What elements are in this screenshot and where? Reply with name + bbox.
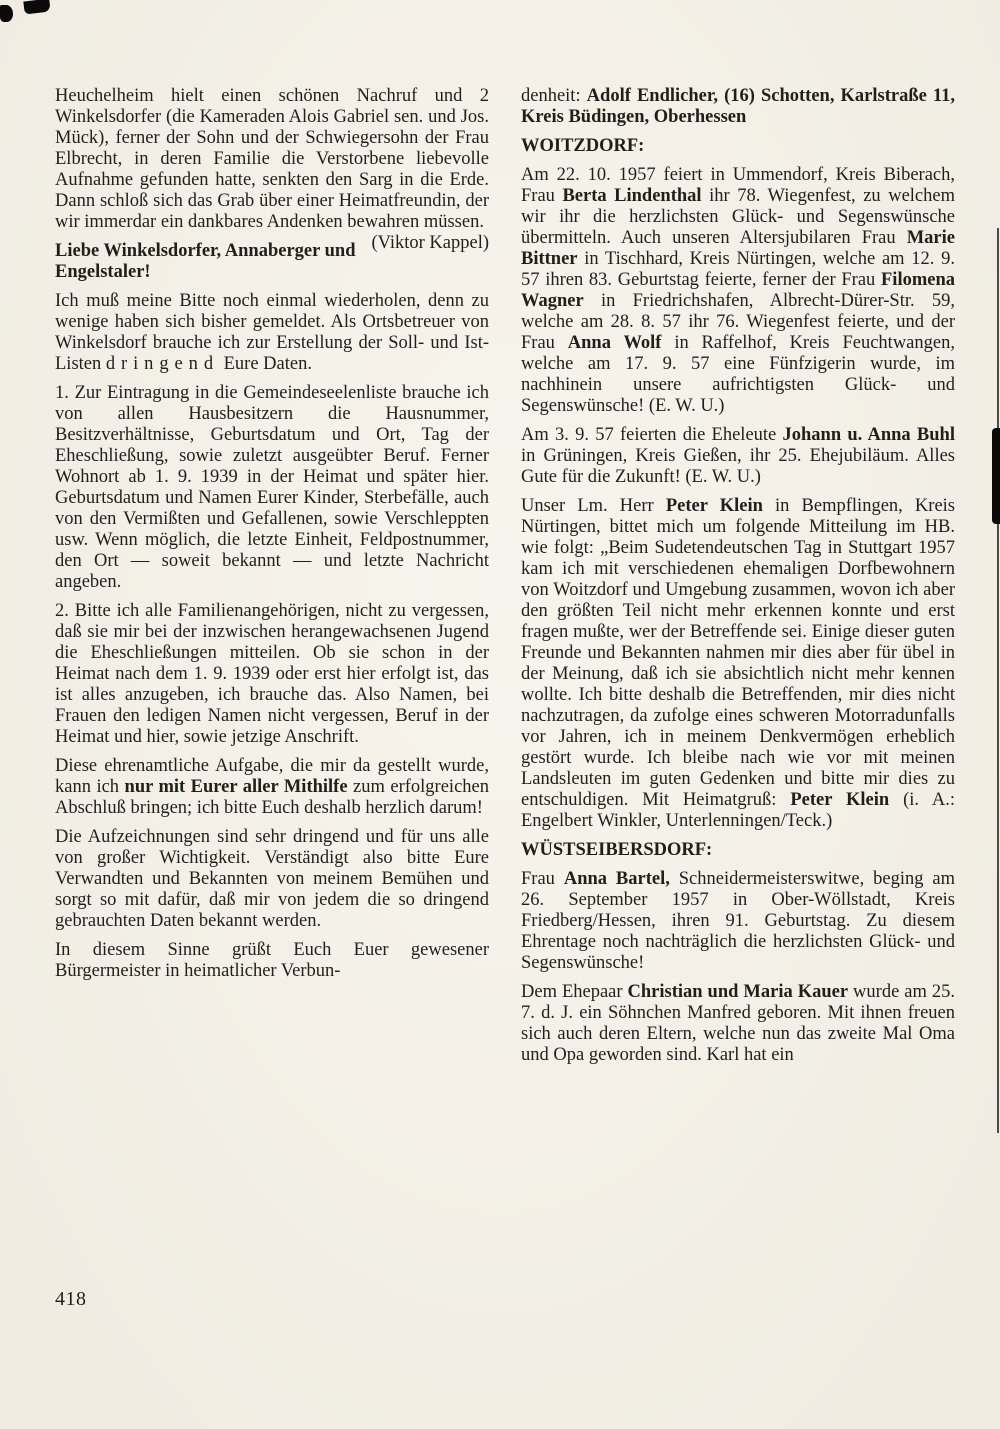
text-segment: denheit: [521,86,587,106]
paragraph [55,827,489,932]
text-segment: WÜSTSEIBERSDORF: [521,840,713,860]
bold-text: nur mit Eurer aller Mithilfe [124,777,348,797]
text-segment: dringend [105,354,219,374]
signature-text: (Viktor Kappel) [371,233,489,253]
text-segment: 1. Zur Eintragung in die Gemeindeseelenliste brauche ich von allen Hausbesitzern die Hausnummer, Besitzverhältnisse, Geburtsdatum und Ort, Tag der Eheschließung, sowie zuletzt ausgeübter Beruf. Ferner Wohnort ab 1. 9. 1939 in der Heimat und später hier. Geburtsdatum und Namen Eurer Kinder, Sterbefälle, auch von den Vermißten und Gefallenen, sowie Verschleppten usw. Wenn möglich, die letzte Einheit, Feldpostnummer, den Ort — soweit bekannt — und letzte Nachricht angeben. [55,383,489,592]
paragraph [55,291,489,375]
bold-text: Peter Klein [790,790,890,810]
ink-smudge-artifact [992,428,1000,524]
text-segment: WOITZDORF: [521,136,645,156]
ink-smudge-artifact [0,5,13,22]
left-column [55,86,489,1074]
paragraph [55,756,489,819]
section-heading [521,136,955,157]
page-number: 418 [55,1288,87,1310]
paragraph [521,982,955,1066]
paragraph [521,425,955,488]
text-segment: Frau [521,869,564,889]
section-heading [521,840,955,861]
text-segment: (i. A.: Engelbert Winkler, Unterlenningen/Teck.) [521,790,956,831]
text-segment: Dem Ehepaar [521,982,628,1002]
text-segment: Schneidermeisterswitwe, beging am 26. September 1957 in Ober-Wöllstadt, Kreis Friedberg/Hessen, ihren 91. Geburtstag. Zu diesem Ehrentage noch nachträglich die herzlichsten Glück- und Segenswünsche! [521,869,955,973]
text-segment: Unser Lm. Herr [521,496,666,516]
page-edge-line-artifact [997,228,999,1133]
paragraph [55,86,489,253]
text-segment: Diese ehrenamtliche Aufgabe, die mir da gestellt wurde, kann ich [55,756,489,797]
bold-text: Berta Lindenthal [562,186,702,206]
paragraph [521,496,955,832]
bold-text: Adolf Endlicher, (16) Schotten, Karlstraße 11, Kreis Büdingen, Oberhessen [521,86,956,127]
text-segment: wurde am 25. 7. d. J. ein Söhnchen Manfred geboren. Mit ihnen freuen sich auch deren Eltern, welche nun das zweite Mal Oma und Opa geworden sind. Karl hat ein [521,982,955,1065]
right-column [521,86,955,1074]
paragraph [521,869,955,974]
bold-text: Johann u. Anna Buhl [782,425,955,445]
text-segment: in Raffelhof, Kreis Feuchtwangen, welche am 17. 9. 57 eine Fünfzigerin wurde, im nachhinein unsere aufrichtigsten Glück- und Segenswünsche! (E. W. U.) [521,333,955,416]
text-segment: ihr 78. Wiegenfest, zu welchem wir ihr die herzlichsten Glück- und Segenswünsche übermitteln. Auch unseren Altersjubilaren Frau [521,186,955,248]
ink-smudge-artifact [23,0,50,15]
text-segment: zum erfolgreichen Abschluß bringen; ich bitte Euch deshalb herzlich darum! [55,777,489,818]
text-segment: Die Aufzeichnungen sind sehr dringend und für uns alle von großer Wichtigkeit. Verständigt also bitte Eure Verwandten und Bekannten von meinem Bemühen und sorgt so mit dafür, daß mir von jedem die so dringend gebrauchten Daten bekannt werden. [55,827,489,931]
paragraph [55,383,489,593]
bold-text: Marie Bittner [521,228,955,269]
text-segment: Am 22. 10. 1957 feiert in Ummendorf, Kreis Biberach, Frau [521,165,955,206]
bold-text: Filomena Wagner [521,270,955,311]
bold-text: Anna Bartel, [563,869,670,889]
text-segment: Am 3. 9. 57 feierten die Eheleute [521,425,783,445]
paragraph [521,86,955,128]
bold-text: Christian und Maria Kauer [627,982,849,1002]
bold-text: Peter Klein [665,496,763,516]
text-segment: Heuchelheim hielt einen schönen Nachruf und 2 Winkelsdorfer (die Kameraden Alois Gabriel sen. und Jos. Mück), ferner der Sohn und der Schwiegersohn der Frau Elbrecht, in deren Familie die Verstorbene liebevolle Aufnahme gefunden hatte, senkten den Sarg in die Erde. Dann schloß sich das Grab über einer Heimatfreundin, der wir immerdar ein dankbares Andenken bewahren müssen. [55,86,489,232]
paragraph [55,940,489,982]
text-segment: In diesem Sinne grüßt Euch Euer gewesener Bürgermeister in heimatlicher Verbun- [55,940,489,981]
text-segment: in Grüningen, Kreis Gießen, ihr 25. Ehejubiläum. Alles Gute für die Zukunft! (E. W. U.) [521,446,955,487]
text-segment: in Friedrichshafen, Albrecht-Dürer-Str. 59, welche am 28. 8. 57 ihr 76. Wiegenfest feierte, und der Frau [521,291,955,353]
text-segment: in Bempflingen, Kreis Nürtingen, bittet mich um folgende Mitteilung im HB. wie folgt: „Beim Sudetendeutschen Tag in Stuttgart 1957 kam ich mit verschiedenen ehemaligen Dorfbewohnern von Woitzdorf und Umgebung zusammen, wovon ich aber den größten Teil nicht mehr erkennen konnte und erst fragen mußte, wer der Betreffende sei. Einige dieser guten Freunde und Bekannten nahmen mir dies aber für übel in der Meinung, daß ich sie absichtlich nicht mehr kennen wollte. Ich bitte deshalb die Betreffenden, mir dies nicht nachzutragen, da zufolge eines schweren Motorradunfalls vor Jahren, ich in meinem Denkvermögen erheblich gestört wurde. Ich bleibe nach wie vor mit meinen Landsleuten im guten Gedenken und bitte mir dies zu entschuldigen. Mit Heimatgruß: [521,496,955,810]
text-segment: Liebe Winkelsdorfer, Annaberger und Engelstaler! [55,241,356,282]
text-segment: in Tischhard, Kreis Nürtingen, welche am 12. 9. 57 ihren 83. Geburtstag feierte, ferner der Frau [521,249,955,290]
bold-text: Anna Wolf [567,333,662,353]
paragraph [521,165,955,417]
text-segment: Ich muß meine Bitte noch einmal wiederholen, denn zu wenige haben sich bisher gemeldet. Als Ortsbetreuer von Winkelsdorf brauche ich zur Erstellung der Soll- und Ist-Listen [55,291,489,374]
text-segment: Eure Daten. [219,354,312,374]
text-segment: 2. Bitte ich alle Familienangehörigen, nicht zu vergessen, daß sie mir bei der inzwischen herangewachsenen Jugend die Eheschließungen mitteilen. Ob sie schon in der Heimat nach dem 1. 9. 1939 oder erst hier erfolgt ist, das ist alles anzugeben, ich brauche das. Also Namen, bei Frauen den ledigen Namen nicht vergessen, Beruf in der Heimat und hier, sowie jetzige Anschrift. [55,601,489,747]
paragraph [55,601,489,748]
text-columns [55,86,955,1074]
